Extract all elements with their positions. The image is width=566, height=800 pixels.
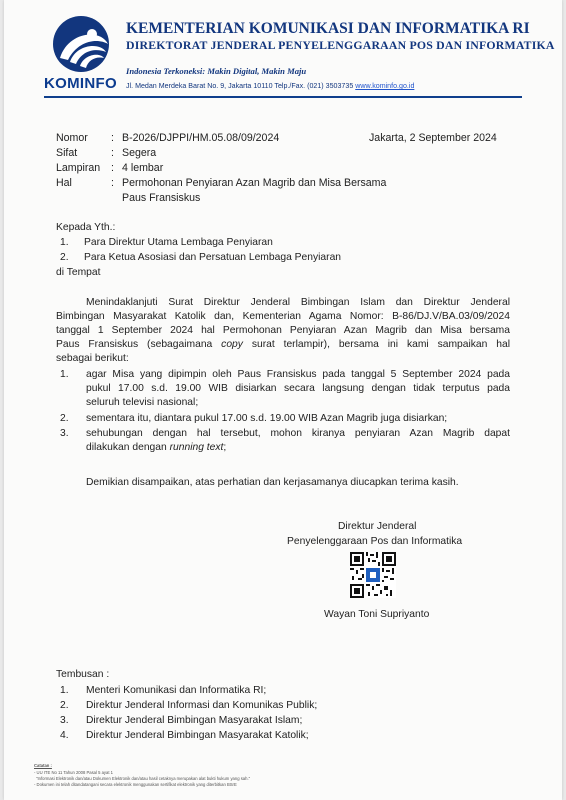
hal-line-1: Permohonan Penyiaran Azan Magrib dan Misa Bersama bbox=[122, 177, 387, 189]
signer-title-1: Direktur Jenderal bbox=[338, 521, 417, 532]
closing-sentence: Demikian disampaikan, atas perhatian dan kerjasamanya diucapkan terima kasih. bbox=[86, 477, 459, 488]
cc-3-num: 3. bbox=[60, 715, 69, 726]
intro-copy-word: copy bbox=[221, 339, 243, 350]
website-link[interactable]: www.kominfo.go.id bbox=[355, 82, 415, 90]
intro-line-4c: surat terlampir), bersama ini kami sampaikan hal bbox=[242, 339, 510, 350]
header-rule bbox=[44, 96, 522, 98]
logo-label: KOMINFO bbox=[44, 75, 117, 92]
point-3-num: 3. bbox=[60, 428, 69, 439]
hal-colon: : bbox=[111, 177, 114, 189]
hal-line-2: Paus Fransiskus bbox=[122, 192, 201, 204]
recipients-heading: Kepada Yth.: bbox=[56, 222, 116, 233]
signer-name: Wayan Toni Supriyanto bbox=[324, 609, 430, 620]
signer-title-2: Penyelenggaraan Pos dan Informatika bbox=[287, 536, 463, 547]
footer-note-label: Catatan : bbox=[34, 763, 52, 768]
intro-line-4a: Paus Fransiskus (sebagaimana bbox=[56, 339, 222, 350]
hal-label: Hal bbox=[56, 177, 72, 189]
point-1-line-1: agar Misa yang dipimpin oleh Paus Fransiskus pada tanggal 5 September 2024 pada bbox=[86, 369, 510, 380]
footer-note-1: - UU ITE No 11 Tahun 2008 Pasal 5 ayat 1 bbox=[34, 770, 113, 775]
cc-1-num: 1. bbox=[60, 685, 69, 696]
motto: Indonesia Terkoneksi: Makin Digital, Makin Maju bbox=[126, 66, 307, 76]
intro-line-3: tanggal 1 September 2024 hal Permohonan Penyiaran Azan Magrib dan Misa bersama bbox=[56, 325, 510, 336]
intro-line-4 bbox=[56, 338, 510, 352]
point-3-line-1: sehubungan dengan hal tersebut, mohon kiranya penyiaran Azan Magrib dapat bbox=[86, 428, 510, 439]
qr-code-icon bbox=[350, 552, 396, 598]
footer-note-3: - Dokumen ini telah ditandatangani secara elektronik menggunakan sertifikat elektronik yang diterbitkan BSrE bbox=[34, 782, 237, 787]
lampiran-colon: : bbox=[111, 162, 114, 174]
point-2-line-1: sementara itu, diantara pukul 17.00 s.d. 19.00 WIB Azan Magrib juga disiarkan; bbox=[86, 413, 448, 424]
directorate-name: DIREKTORAT JENDERAL PENYELENGGARAAN POS DAN INFORMATIKA bbox=[126, 38, 555, 52]
cc-4-num: 4. bbox=[60, 730, 69, 741]
nomor-label: Nomor bbox=[56, 132, 88, 144]
address-text: Jl. Medan Merdeka Barat No. 9, Jakarta 10110 Telp./Fax. (021) 3503735 bbox=[126, 82, 354, 90]
point-3-line-2a: dilakukan dengan bbox=[86, 442, 170, 453]
intro-line-2: Bimbingan Masyarakat Katolik dan, Kementerian Agama Nomor: B-86/DJ.V/BA.03/09/2024 bbox=[56, 311, 510, 322]
point-1-line-3: seluruh televisi nasional; bbox=[86, 397, 199, 408]
nomor-colon: : bbox=[111, 132, 114, 144]
point-3-line-2 bbox=[86, 441, 226, 455]
cc-3-text: Direktur Jenderal Bimbingan Masyarakat Islam; bbox=[86, 715, 303, 726]
cc-1-text: Menteri Komunikasi dan Informatika RI; bbox=[86, 685, 267, 696]
sifat-colon: : bbox=[111, 147, 114, 159]
footer-note-2: "Informasi Elektronik dan/atau Dokumen Elektronik dan/atau hasil cetaknya merupakan alat bukti hukum yang sah." bbox=[36, 776, 251, 781]
recipient-1-text: Para Direktur Utama Lembaga Penyiaran bbox=[84, 237, 273, 248]
cc-heading: Tembusan : bbox=[56, 669, 110, 680]
point-1-num: 1. bbox=[60, 369, 69, 380]
intro-line-5: sebagai berikut: bbox=[56, 353, 129, 364]
recipient-2-num: 2. bbox=[60, 252, 69, 263]
letter-date: Jakarta, 2 September 2024 bbox=[369, 132, 497, 144]
lampiran-label: Lampiran bbox=[56, 162, 101, 174]
cc-2-num: 2. bbox=[60, 700, 69, 711]
recipient-1-num: 1. bbox=[60, 237, 69, 248]
nomor-value: B-2026/DJPPI/HM.05.08/09/2024 bbox=[122, 132, 280, 144]
recipients-place: di Tempat bbox=[56, 267, 101, 278]
sifat-label: Sifat bbox=[56, 147, 78, 159]
intro-line-1: Menindaklanjuti Surat Direktur Jenderal Bimbingan Islam dan Direktur Jenderal bbox=[86, 297, 510, 308]
lampiran-value: 4 lembar bbox=[122, 162, 164, 174]
point-1-line-2: pukul 17.00 s.d. 19.00 WIB disiarkan secara langsung dengan tidak terputus pada bbox=[86, 383, 510, 394]
kominfo-logo bbox=[48, 14, 114, 74]
cc-2-text: Direktur Jenderal Informasi dan Komunikas Publik; bbox=[86, 700, 318, 711]
point-3-line-2c: ; bbox=[223, 442, 227, 453]
running-text-phrase: running text bbox=[169, 442, 224, 453]
letter-page bbox=[4, 0, 562, 800]
point-2-num: 2. bbox=[60, 413, 69, 424]
sifat-value: Segera bbox=[122, 147, 157, 159]
address-line bbox=[126, 82, 414, 90]
ministry-name: KEMENTERIAN KOMUNIKASI DAN INFORMATIKA RI bbox=[126, 20, 530, 37]
cc-4-text: Direktur Jenderal Bimbingan Masyarakat Katolik; bbox=[86, 730, 309, 741]
recipient-2-text: Para Ketua Asosiasi dan Persatuan Lembaga Penyiaran bbox=[84, 252, 342, 263]
